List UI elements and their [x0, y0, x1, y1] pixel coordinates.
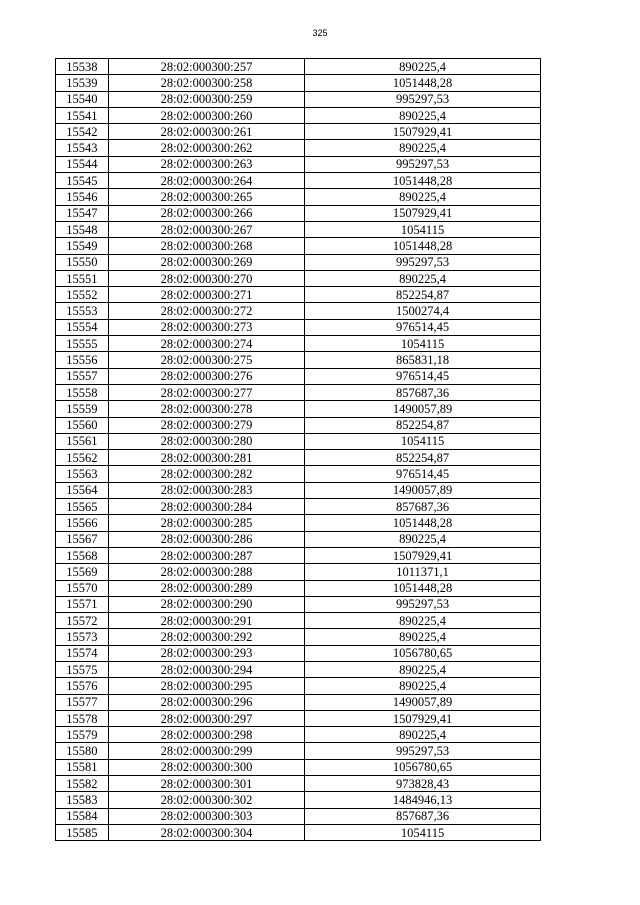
- cadastral-number-cell: 28:02:000300:304: [108, 824, 304, 840]
- cadastral-number-cell: 28:02:000300:269: [108, 254, 304, 270]
- table-row: [56, 450, 541, 466]
- row-number-cell: 15548: [56, 221, 109, 237]
- value-cell: 1490057,89: [305, 401, 541, 417]
- row-number-cell: 15547: [56, 205, 109, 221]
- value-cell: 857687,36: [305, 499, 541, 515]
- value-cell: 1490057,89: [305, 694, 541, 710]
- cadastral-number-cell: 28:02:000300:297: [108, 710, 304, 726]
- value-cell: 1500274,4: [305, 303, 541, 319]
- table-row: [56, 189, 541, 205]
- cadastral-number-cell: 28:02:000300:291: [108, 613, 304, 629]
- value-cell: 890225,4: [305, 59, 541, 75]
- row-number-cell: 15583: [56, 792, 109, 808]
- table-row: [56, 205, 541, 221]
- table-row: [56, 124, 541, 140]
- value-cell: 890225,4: [305, 189, 541, 205]
- value-cell: 995297,53: [305, 743, 541, 759]
- row-number-cell: 15572: [56, 613, 109, 629]
- value-cell: 890225,4: [305, 531, 541, 547]
- row-number-cell: 15553: [56, 303, 109, 319]
- row-number-cell: 15582: [56, 776, 109, 792]
- row-number-cell: 15580: [56, 743, 109, 759]
- value-cell: 890225,4: [305, 678, 541, 694]
- value-cell: 973828,43: [305, 776, 541, 792]
- row-number-cell: 15578: [56, 710, 109, 726]
- value-cell: 995297,53: [305, 254, 541, 270]
- table-row: [56, 352, 541, 368]
- table-row: [56, 499, 541, 515]
- table-row: [56, 238, 541, 254]
- value-cell: 1056780,65: [305, 759, 541, 775]
- value-cell: 890225,4: [305, 140, 541, 156]
- cadastral-number-cell: 28:02:000300:270: [108, 270, 304, 286]
- row-number-cell: 15543: [56, 140, 109, 156]
- cadastral-number-cell: 28:02:000300:279: [108, 417, 304, 433]
- value-cell: 1051448,28: [305, 238, 541, 254]
- value-cell: 995297,53: [305, 596, 541, 612]
- cadastral-number-cell: 28:02:000300:275: [108, 352, 304, 368]
- value-cell: 852254,87: [305, 450, 541, 466]
- row-number-cell: 15539: [56, 75, 109, 91]
- table-row: [56, 75, 541, 91]
- cadastral-number-cell: 28:02:000300:276: [108, 368, 304, 384]
- value-cell: 1056780,65: [305, 645, 541, 661]
- cadastral-number-cell: 28:02:000300:268: [108, 238, 304, 254]
- row-number-cell: 15549: [56, 238, 109, 254]
- cadastral-number-cell: 28:02:000300:272: [108, 303, 304, 319]
- table-row: [56, 368, 541, 384]
- row-number-cell: 15559: [56, 401, 109, 417]
- cadastral-number-cell: 28:02:000300:273: [108, 319, 304, 335]
- cadastral-number-cell: 28:02:000300:263: [108, 156, 304, 172]
- table-row: [56, 759, 541, 775]
- table-row: [56, 466, 541, 482]
- table-row: [56, 270, 541, 286]
- table-row: [56, 287, 541, 303]
- value-cell: 1051448,28: [305, 173, 541, 189]
- cadastral-number-cell: 28:02:000300:258: [108, 75, 304, 91]
- table-row: [56, 710, 541, 726]
- cadastral-number-cell: 28:02:000300:300: [108, 759, 304, 775]
- cadastral-number-cell: 28:02:000300:264: [108, 173, 304, 189]
- table-row: [56, 221, 541, 237]
- row-number-cell: 15554: [56, 319, 109, 335]
- row-number-cell: 15571: [56, 596, 109, 612]
- row-number-cell: 15568: [56, 547, 109, 563]
- row-number-cell: 15560: [56, 417, 109, 433]
- table-row: [56, 303, 541, 319]
- row-number-cell: 15574: [56, 645, 109, 661]
- value-cell: 890225,4: [305, 270, 541, 286]
- table-row: [56, 727, 541, 743]
- value-cell: 852254,87: [305, 417, 541, 433]
- value-cell: 1054115: [305, 221, 541, 237]
- cadastral-number-cell: 28:02:000300:257: [108, 59, 304, 75]
- row-number-cell: 15563: [56, 466, 109, 482]
- cadastral-number-cell: 28:02:000300:298: [108, 727, 304, 743]
- row-number-cell: 15565: [56, 499, 109, 515]
- row-number-cell: 15541: [56, 107, 109, 123]
- value-cell: 1054115: [305, 824, 541, 840]
- table-row: [56, 776, 541, 792]
- value-cell: 890225,4: [305, 107, 541, 123]
- value-cell: 852254,87: [305, 287, 541, 303]
- cadastral-number-cell: 28:02:000300:280: [108, 433, 304, 449]
- cadastral-number-cell: 28:02:000300:296: [108, 694, 304, 710]
- page-number: 325: [312, 28, 328, 38]
- row-number-cell: 15566: [56, 515, 109, 531]
- cadastral-number-cell: 28:02:000300:292: [108, 629, 304, 645]
- value-cell: 1054115: [305, 433, 541, 449]
- value-cell: 857687,36: [305, 384, 541, 400]
- row-number-cell: 15556: [56, 352, 109, 368]
- row-number-cell: 15546: [56, 189, 109, 205]
- table-row: [56, 433, 541, 449]
- cadastral-number-cell: 28:02:000300:265: [108, 189, 304, 205]
- value-cell: 890225,4: [305, 661, 541, 677]
- cadastral-number-cell: 28:02:000300:286: [108, 531, 304, 547]
- value-cell: 890225,4: [305, 613, 541, 629]
- cadastral-number-cell: 28:02:000300:293: [108, 645, 304, 661]
- row-number-cell: 15558: [56, 384, 109, 400]
- value-cell: 995297,53: [305, 156, 541, 172]
- row-number-cell: 15561: [56, 433, 109, 449]
- cadastral-number-cell: 28:02:000300:262: [108, 140, 304, 156]
- value-cell: 976514,45: [305, 368, 541, 384]
- cadastral-number-cell: 28:02:000300:283: [108, 482, 304, 498]
- row-number-cell: 15540: [56, 91, 109, 107]
- row-number-cell: 15584: [56, 808, 109, 824]
- row-number-cell: 15573: [56, 629, 109, 645]
- row-number-cell: 15564: [56, 482, 109, 498]
- data-table: [55, 58, 541, 841]
- table-row: [56, 515, 541, 531]
- row-number-cell: 15577: [56, 694, 109, 710]
- table-row: [56, 547, 541, 563]
- row-number-cell: 15550: [56, 254, 109, 270]
- cadastral-number-cell: 28:02:000300:261: [108, 124, 304, 140]
- table-row: [56, 564, 541, 580]
- row-number-cell: 15555: [56, 336, 109, 352]
- table-row: [56, 645, 541, 661]
- cadastral-number-cell: 28:02:000300:290: [108, 596, 304, 612]
- cadastral-number-cell: 28:02:000300:274: [108, 336, 304, 352]
- row-number-cell: 15570: [56, 580, 109, 596]
- value-cell: 1051448,28: [305, 580, 541, 596]
- value-cell: 1484946,13: [305, 792, 541, 808]
- table-row: [56, 384, 541, 400]
- table-body: [56, 59, 541, 841]
- cadastral-number-cell: 28:02:000300:284: [108, 499, 304, 515]
- row-number-cell: 15552: [56, 287, 109, 303]
- row-number-cell: 15562: [56, 450, 109, 466]
- row-number-cell: 15544: [56, 156, 109, 172]
- value-cell: 890225,4: [305, 629, 541, 645]
- cadastral-number-cell: 28:02:000300:266: [108, 205, 304, 221]
- value-cell: 976514,45: [305, 319, 541, 335]
- table-row: [56, 417, 541, 433]
- value-cell: 1507929,41: [305, 547, 541, 563]
- value-cell: 1011371,1: [305, 564, 541, 580]
- value-cell: 1054115: [305, 336, 541, 352]
- table-row: [56, 336, 541, 352]
- table-row: [56, 140, 541, 156]
- table-row: [56, 808, 541, 824]
- value-cell: 1507929,41: [305, 124, 541, 140]
- value-cell: 890225,4: [305, 727, 541, 743]
- table-row: [56, 173, 541, 189]
- table-row: [56, 743, 541, 759]
- value-cell: 1490057,89: [305, 482, 541, 498]
- row-number-cell: 15557: [56, 368, 109, 384]
- table-row: [56, 401, 541, 417]
- value-cell: 857687,36: [305, 808, 541, 824]
- table-row: [56, 59, 541, 75]
- table-row: [56, 91, 541, 107]
- value-cell: 1051448,28: [305, 515, 541, 531]
- table-row: [56, 613, 541, 629]
- value-cell: 995297,53: [305, 91, 541, 107]
- value-cell: 1507929,41: [305, 710, 541, 726]
- table-row: [56, 531, 541, 547]
- row-number-cell: 15576: [56, 678, 109, 694]
- cadastral-number-cell: 28:02:000300:301: [108, 776, 304, 792]
- cadastral-number-cell: 28:02:000300:277: [108, 384, 304, 400]
- table-row: [56, 580, 541, 596]
- row-number-cell: 15579: [56, 727, 109, 743]
- table-row: [56, 254, 541, 270]
- row-number-cell: 15545: [56, 173, 109, 189]
- table-row: [56, 694, 541, 710]
- cadastral-number-cell: 28:02:000300:294: [108, 661, 304, 677]
- row-number-cell: 15581: [56, 759, 109, 775]
- cadastral-number-cell: 28:02:000300:259: [108, 91, 304, 107]
- value-cell: 976514,45: [305, 466, 541, 482]
- table-row: [56, 824, 541, 840]
- cadastral-number-cell: 28:02:000300:295: [108, 678, 304, 694]
- row-number-cell: 15585: [56, 824, 109, 840]
- cadastral-number-cell: 28:02:000300:271: [108, 287, 304, 303]
- cadastral-number-cell: 28:02:000300:289: [108, 580, 304, 596]
- value-cell: 1051448,28: [305, 75, 541, 91]
- table-row: [56, 678, 541, 694]
- cadastral-number-cell: 28:02:000300:278: [108, 401, 304, 417]
- table-row: [56, 629, 541, 645]
- cadastral-number-cell: 28:02:000300:302: [108, 792, 304, 808]
- row-number-cell: 15538: [56, 59, 109, 75]
- table-row: [56, 319, 541, 335]
- row-number-cell: 15569: [56, 564, 109, 580]
- row-number-cell: 15542: [56, 124, 109, 140]
- row-number-cell: 15567: [56, 531, 109, 547]
- cadastral-number-cell: 28:02:000300:282: [108, 466, 304, 482]
- cadastral-number-cell: 28:02:000300:285: [108, 515, 304, 531]
- cadastral-number-cell: 28:02:000300:288: [108, 564, 304, 580]
- table-row: [56, 792, 541, 808]
- table-row: [56, 482, 541, 498]
- row-number-cell: 15575: [56, 661, 109, 677]
- row-number-cell: 15551: [56, 270, 109, 286]
- cadastral-number-cell: 28:02:000300:267: [108, 221, 304, 237]
- value-cell: 1507929,41: [305, 205, 541, 221]
- cadastral-number-cell: 28:02:000300:303: [108, 808, 304, 824]
- table-row: [56, 661, 541, 677]
- table-row: [56, 107, 541, 123]
- table-row: [56, 596, 541, 612]
- cadastral-number-cell: 28:02:000300:287: [108, 547, 304, 563]
- table-row: [56, 156, 541, 172]
- cadastral-number-cell: 28:02:000300:299: [108, 743, 304, 759]
- cadastral-number-cell: 28:02:000300:260: [108, 107, 304, 123]
- value-cell: 865831,18: [305, 352, 541, 368]
- cadastral-number-cell: 28:02:000300:281: [108, 450, 304, 466]
